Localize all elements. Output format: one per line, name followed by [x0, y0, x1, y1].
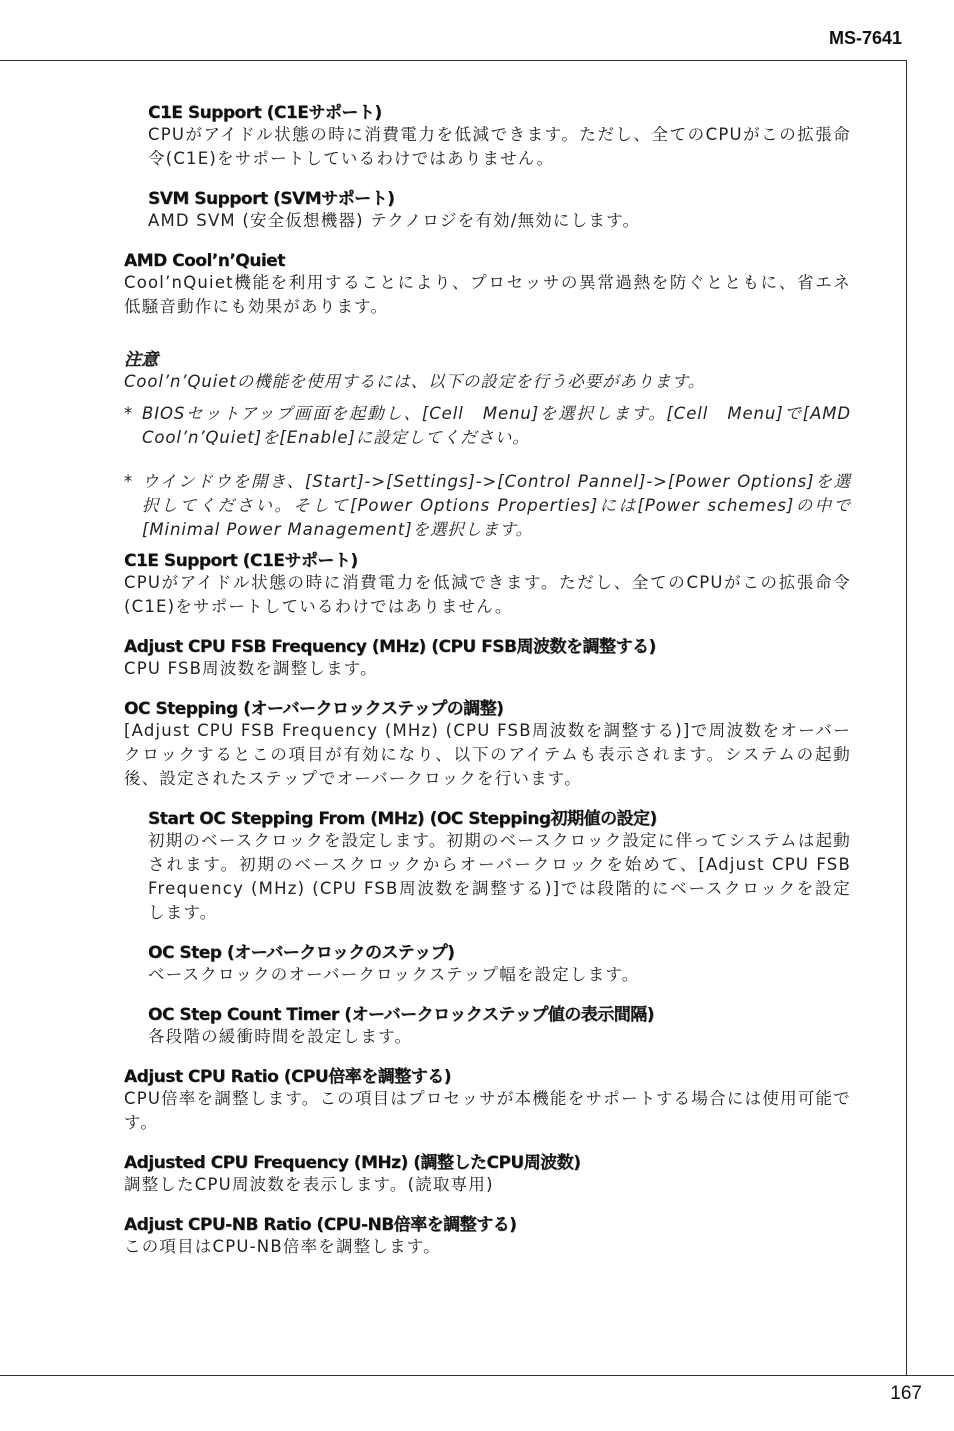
section-title: Adjust CPU Ratio (CPU倍率を調整する) [124, 1067, 451, 1087]
section-oc-stepping [124, 694, 851, 791]
section-title: Start OC Stepping From (MHz) (OC Stepping初期値の設定) [148, 809, 657, 829]
note-item [124, 402, 851, 450]
section-body: 調整したCPU周波数を表示します。(読取専用) [124, 1175, 494, 1194]
section-c1e-support [124, 546, 851, 619]
note-item-text: BIOSセットアップ画面を起動し、[Cell Menu]を選択します。[Cell Menu]で[AMD Cool’n’Quiet]を[Enable]に設定してください。 [142, 404, 851, 447]
section-c1e-support-sub [148, 98, 851, 171]
section-amd-coolnquiet [124, 251, 851, 319]
right-margin-line [906, 60, 907, 1376]
section-cpu-fsb-frequency [124, 632, 851, 681]
section-body: 初期のベースクロックを設定します。初期のベースクロック設定に伴ってシステムは起動されます。初期のベースクロックからオーバークロックを始めて、[Adjust CPU FSB Frequency (MHz) (CPU FSB周波数を調整する)]では段階的にベースクロックを設定します。 [148, 831, 851, 922]
note-item [124, 470, 851, 542]
section-body: CPUがアイドル状態の時に消費電力を低減できます。ただし、全てのCPUがこの拡張命令(C1E)をサポートしているわけではありません。 [148, 125, 851, 168]
section-title: OC Stepping (オーバークロックステップの調整) [124, 699, 504, 719]
section-cpu-nb-ratio [124, 1210, 851, 1259]
section-title: SVM Support (SVMサポート) [148, 189, 395, 209]
section-cpu-ratio [124, 1062, 851, 1135]
top-divider [0, 60, 907, 61]
section-adjusted-cpu-frequency [124, 1148, 851, 1197]
section-title: AMD Cool’n’Quiet [124, 251, 285, 271]
section-start-oc-stepping [148, 804, 851, 925]
note-item-text: ウインドウを開き、[Start]->[Settings]->[Control Pannel]->[Power Options]を選択してください。そして[Power Options Properties]には[Power schemes]の中で[Minimal Power Management]を選択します。 [142, 472, 851, 539]
note-bullet: * [124, 404, 134, 423]
section-body: CPU倍率を調整します。この項目はプロセッサが本機能をサポートする場合には使用可能です。 [124, 1089, 851, 1132]
note-intro: Cool’n’Quietの機能を使用するには、以下の設定を行う必要があります。 [124, 372, 706, 391]
manual-model-number: MS-7641 [828, 28, 902, 48]
section-body: [Adjust CPU FSB Frequency (MHz) (CPU FSB周波数を調整する)]で周波数をオーバークロックするとこの項目が有効になり、以下のアイテムも表示されます。システムの起動後、設定されたステップでオーバークロックを行います。 [124, 721, 851, 788]
section-body: Cool’nQuiet機能を利用することにより、プロセッサの異常過熱を防ぐとともに、省エネ低騒音動作にも効果があります。 [124, 273, 851, 316]
section-title: Adjusted CPU Frequency (MHz) (調整したCPU周波数) [124, 1153, 581, 1173]
section-title: OC Step Count Timer (オーバークロックステップ値の表示間隔) [148, 1005, 655, 1025]
section-title: C1E Support (C1Eサポート) [148, 103, 382, 123]
section-title: C1E Support (C1Eサポート) [124, 551, 358, 571]
section-title: Adjust CPU FSB Frequency (MHz) (CPU FSB周波数を調整する) [124, 637, 656, 657]
bottom-divider [0, 1375, 954, 1376]
note-block [124, 345, 851, 542]
section-body: CPUがアイドル状態の時に消費電力を低減できます。ただし、全てのCPUがこの拡張命令(C1E)をサポートしているわけではありません。 [124, 573, 851, 616]
section-body: この項目はCPU-NB倍率を調整します。 [124, 1237, 441, 1256]
section-body: CPU FSB周波数を調整します。 [124, 659, 378, 678]
section-body: 各段階の緩衝時間を設定します。 [148, 1027, 413, 1046]
section-body: ベースクロックのオーバークロックステップ幅を設定します。 [148, 965, 640, 984]
section-title: Adjust CPU-NB Ratio (CPU-NB倍率を調整する) [124, 1215, 517, 1235]
section-body: AMD SVM (安全仮想機器) テクノロジを有効/無効にします。 [148, 211, 641, 230]
section-title: OC Step (オーバークロックのステップ) [148, 943, 455, 963]
manual-content [124, 98, 851, 1259]
section-oc-step [148, 938, 851, 987]
page-number: 167 [890, 1383, 922, 1404]
section-svm-support [148, 184, 851, 233]
note-title: 注意 [124, 350, 158, 370]
section-oc-step-count-timer [148, 1000, 851, 1049]
note-bullet: * [124, 472, 134, 491]
